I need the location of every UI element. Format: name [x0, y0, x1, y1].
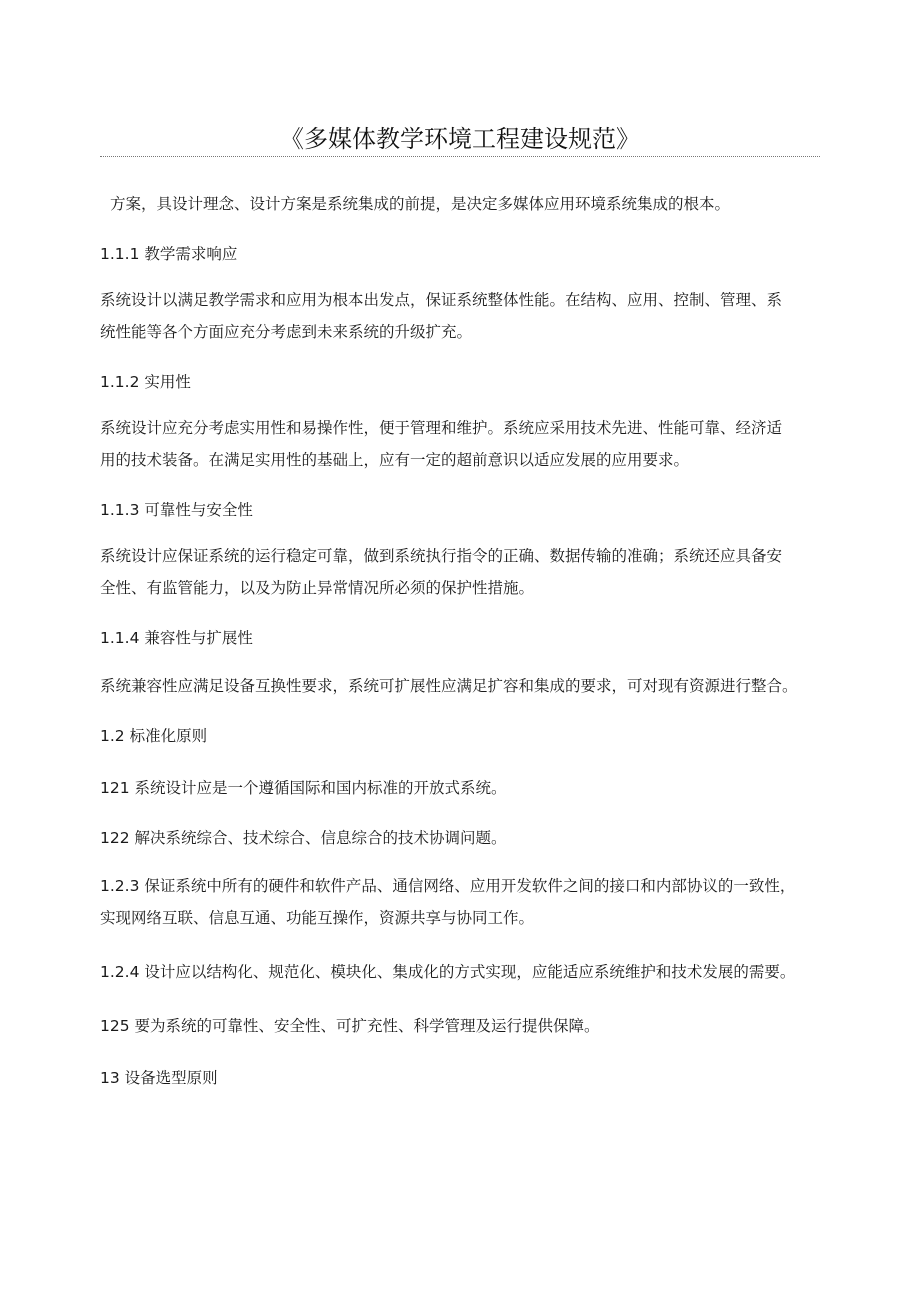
section-heading-1-1-3: 1.1.3 可靠性与安全性: [100, 501, 253, 519]
document-title: 《多媒体教学环境工程建设规范》: [280, 125, 640, 153]
item-1-2-2: [100, 822, 820, 854]
item-1-2-3: [100, 870, 820, 934]
item-1-2-5: [100, 1010, 820, 1042]
section-paragraph-1-1-2: [100, 412, 820, 476]
paragraph-line: 统性能等各个方面应充分考虑到未来系统的升级扩充。: [100, 323, 473, 341]
section-paragraph-1-1-4: [100, 670, 820, 702]
paragraph-line: 用的技术装备。在满足实用性的基础上，应有一定的超前意识以适应发展的应用要求。: [100, 451, 690, 469]
item-1-2-1: [100, 772, 820, 804]
item-1-2-4: [100, 956, 820, 988]
title-divider: [100, 156, 820, 157]
paragraph-line: 系统设计应充分考虑实用性和易操作性，便于管理和维护。系统应采用技术先进、性能可靠、经济适: [100, 419, 783, 437]
section-paragraph-1-1-1: [100, 284, 820, 348]
paragraph-line: 1.2.3 保证系统中所有的硬件和软件产品、通信网络、应用开发软件之间的接口和内部协议的一致性，: [100, 877, 796, 895]
intro-paragraph: 方案，具设计理念、设计方案是系统集成的前提，是决定多媒体应用环境系统集成的根本。: [110, 195, 731, 213]
section-heading-1-2: 1.2 标准化原则: [100, 727, 208, 745]
paragraph-line: 实现网络互联、信息互通、功能互操作，资源共享与协同工作。: [100, 909, 535, 927]
paragraph-line: 125 要为系统的可靠性、安全性、可扩充性、科学管理及运行提供保障。: [100, 1017, 600, 1035]
section-heading-1-1-2: 1.1.2 实用性: [100, 373, 191, 391]
paragraph-line: 全性、有监管能力，以及为防止异常情况所必须的保护性措施。: [100, 579, 535, 597]
paragraph-line: 系统兼容性应满足设备互换性要求，系统可扩展性应满足扩容和集成的要求，可对现有资源进行整合。: [100, 677, 798, 695]
paragraph-line: 121 系统设计应是一个遵循国际和国内标准的开放式系统。: [100, 779, 507, 797]
section-heading-1-3: 13 设备选型原则: [100, 1069, 218, 1087]
paragraph-line: 122 解决系统综合、技术综合、信息综合的技术协调问题。: [100, 829, 507, 847]
paragraph-line: 系统设计应保证系统的运行稳定可靠，做到系统执行指令的正确、数据传输的准确；系统还应具备安: [100, 547, 783, 565]
section-heading-1-1-4: 1.1.4 兼容性与扩展性: [100, 629, 253, 647]
paragraph-line: 系统设计以满足教学需求和应用为根本出发点，保证系统整体性能。在结构、应用、控制、管理、系: [100, 291, 783, 309]
section-paragraph-1-1-3: [100, 540, 820, 604]
paragraph-line: 1.2.4 设计应以结构化、规范化、模块化、集成化的方式实现，应能适应系统维护和技术发展的需要。: [100, 963, 796, 981]
section-heading-1-1-1: 1.1.1 教学需求响应: [100, 245, 238, 263]
